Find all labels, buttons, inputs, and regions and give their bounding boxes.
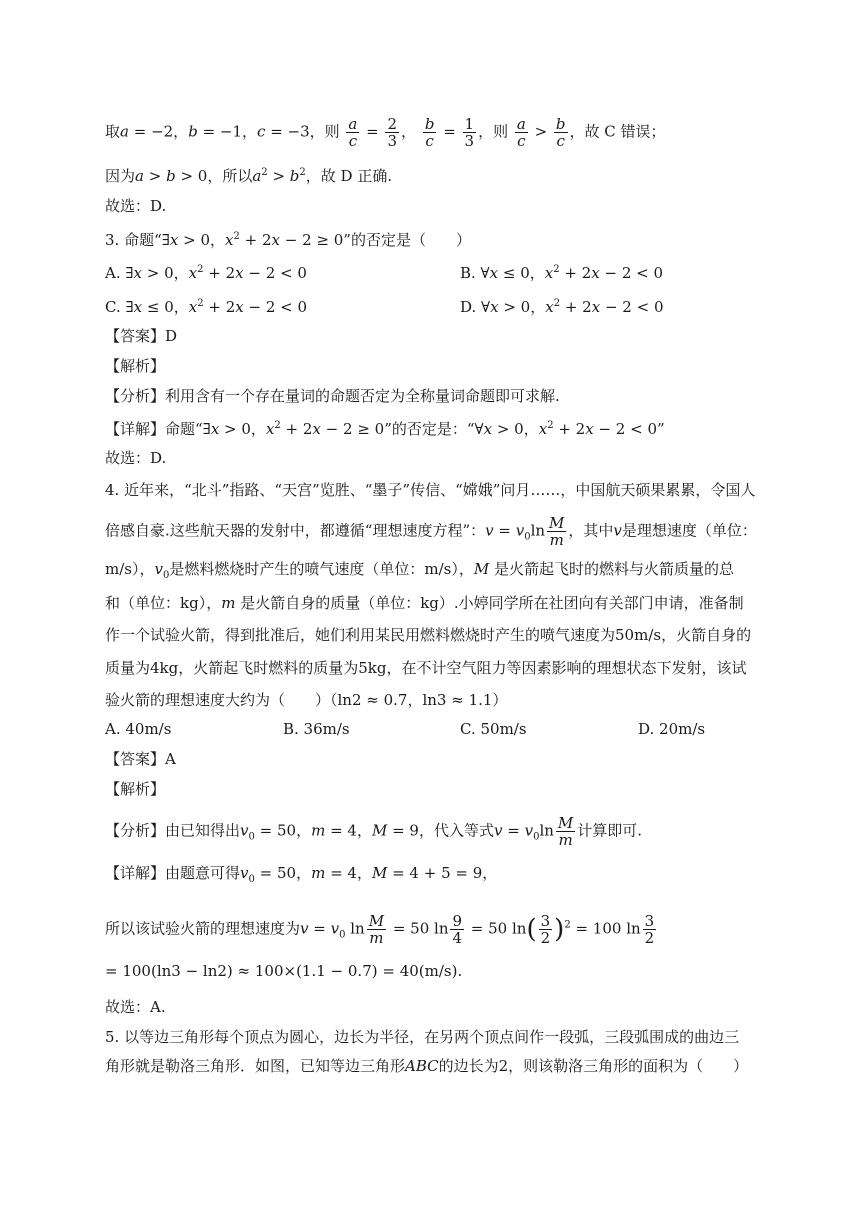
q4-calc-line2: = 100(ln3 − ln2) ≈ 100×(1.1 − 0.7) = 40(m/s). bbox=[105, 962, 463, 980]
q4-option-c: C. 50m/s bbox=[460, 720, 527, 738]
q3-analysis-heading: 【解析】 bbox=[105, 357, 166, 375]
q3-option-a: A. ∃x > 0，$x^2 + 2x - 2 < 0$ bbox=[105, 264, 307, 282]
q4-analysis: 【分析】由已知得出$v_0 = 50$，m = 4，M = 9，代入等式$v = v_0\ln$ $\frac{M}{m}$ 计算即可. bbox=[105, 814, 643, 849]
q4-calc-line1: 所以该试验火箭的理想速度为$v = v_0$ ln $\frac{M}{m}$ = 50 ln $\frac{9}{4}$ = 50 ln( $\frac{3}{2}$ )$^2$ = 100 ln $\frac{3}{2}$ bbox=[105, 912, 655, 947]
q4-detail: 【详解】由题意可得$v_0 = 50$，m = 4，M = 4 + 5 = 9， bbox=[105, 864, 498, 885]
line-option-d-check: 因为a > b > 0，所以$a^2 > b^2$，故 D 正确. bbox=[105, 167, 393, 185]
question-4-stem-line2: 倍感自豪.这些航天器的发射中，都遵循“理想速度方程”：$v = v_0\ln$ $\frac{M}{m}$ ，其中v是理想速度（单位： bbox=[105, 514, 757, 549]
q3-analysis: 【分析】利用含有一个存在量词的命题否定为全称量词命题即可求解. bbox=[105, 387, 560, 405]
q3-select: 故选：D. bbox=[105, 449, 167, 467]
q4-answer: 【答案】A bbox=[105, 750, 176, 768]
q3-answer: 【答案】D bbox=[105, 327, 178, 345]
question-5-stem-line2: 角形就是勒洛三角形．如图，已知等边三角形ABC的边长为2，则该勒洛三角形的面积为（ ） bbox=[105, 1057, 749, 1075]
q4-option-d: D. 20m/s bbox=[638, 720, 706, 738]
question-3-stem: 3. 命题“∃x > 0，$x^2 + 2x - 2 \ge 0$”的否定是（ ） bbox=[105, 231, 471, 249]
q4-analysis-heading: 【解析】 bbox=[105, 780, 166, 798]
question-4-stem-line3: m/s），$v_0$是燃料燃烧时产生的喷气速度（单位：m/s），M 是火箭起飞时的燃料与火箭质量的总 bbox=[105, 560, 734, 581]
question-4-stem-line5: 作一个试验火箭，得到批准后，她们利用某民用燃料燃烧时产生的喷气速度为50m/s，火箭自身的 bbox=[105, 626, 752, 644]
q4-option-a: A. 40m/s bbox=[105, 720, 172, 738]
line-option-c-check: 取a = −2，b = −1，c = −3，则 $\frac{a}{c}$ = $\frac{2}{3}$ ， $\frac{b}{c}$ = $\frac{1}{3}$ ，则 $\frac{a}{c}$ > $\frac{b}{c}$ ，故 C 错误； bbox=[105, 115, 666, 150]
question-4-stem-line1: 4. 近年来，“北斗”指路、“天宫”览胜、“墨子”传信、“嫦娥”问月……，中国航天硕果累累，令国人 bbox=[105, 481, 756, 499]
question-4-stem-line7: 验火箭的理想速度大约为（ ）（ln2 ≈ 0.7，ln3 ≈ 1.1） bbox=[105, 691, 508, 709]
answer-select-2: 故选：D. bbox=[105, 197, 167, 215]
q4-select: 故选：A. bbox=[105, 998, 166, 1016]
question-4-stem-line6: 质量为4kg，火箭起飞时燃料的质量为5kg，在不计空气阻力等因素影响的理想状态下发射，该试 bbox=[105, 659, 747, 677]
question-4-stem-line4: 和（单位：kg），m 是火箭自身的质量（单位：kg）.小婷同学所在社团向有关部门申请，准备制 bbox=[105, 594, 744, 612]
q3-option-c: C. ∃x ≤ 0，$x^2 + 2x - 2 < 0$ bbox=[105, 298, 308, 316]
q3-option-b: B. ∀x ≤ 0，$x^2 + 2x - 2 < 0$ bbox=[460, 264, 664, 282]
q3-detail: 【详解】命题“∃x > 0，$x^2 + 2x - 2 \ge 0$”的否定是：“∀x > 0，$x^2 + 2x - 2 < 0$” bbox=[105, 420, 665, 438]
question-5-stem-line1: 5. 以等边三角形每个顶点为圆心，边长为半径，在另两个顶点间作一段弧，三段弧围成的曲边三 bbox=[105, 1028, 740, 1046]
q3-option-d: D. ∀x > 0，$x^2 + 2x - 2 < 0$ bbox=[460, 298, 664, 316]
q4-option-b: B. 36m/s bbox=[283, 720, 350, 738]
